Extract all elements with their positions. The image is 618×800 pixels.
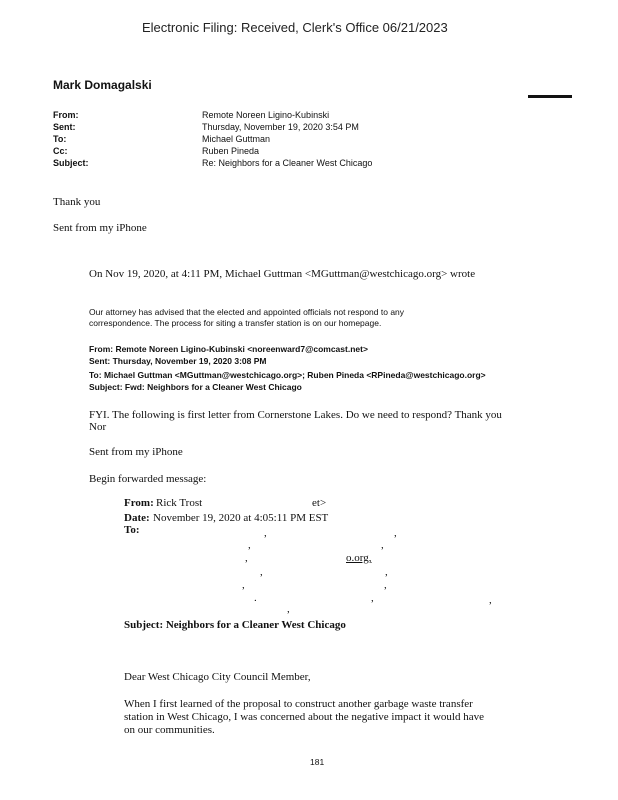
redacted-mark: ,: [384, 579, 387, 591]
from-value: Remote Noreen Ligino-Kubinski: [202, 110, 330, 120]
redacted-mark: ,: [385, 566, 388, 578]
redacted-mark: ,: [242, 579, 245, 591]
sent-value: Thursday, November 19, 2020 3:54 PM: [202, 122, 359, 132]
sent-label: Sent:: [53, 122, 76, 132]
sent-from-line-2: Sent from my iPhone: [89, 446, 183, 458]
orig-date-value: November 19, 2020 at 4:05:11 PM EST: [153, 512, 329, 524]
redacted-mark: ,: [394, 527, 397, 539]
from-label: From:: [53, 110, 79, 120]
fwd-to-line: To: Michael Guttman <MGuttman@westchicago.org>; Ruben Pineda <RPineda@westchicago.org>: [89, 370, 486, 380]
redacted-mark: .: [254, 592, 257, 604]
subject-value: Re: Neighbors for a Cleaner West Chicago: [202, 158, 373, 168]
redacted-mark: ,: [260, 566, 263, 578]
to-label: To:: [53, 134, 67, 144]
orig-from-value: Rick Trost: [156, 497, 203, 509]
fwd-sent-line: Sent: Thursday, November 19, 2020 3:08 PM: [89, 356, 267, 366]
redacted-mark: ,: [264, 527, 267, 539]
redacted-mark: ,: [248, 539, 251, 551]
paragraph-line-3: on our communities.: [124, 724, 215, 736]
cc-label: Cc:: [53, 146, 68, 156]
filing-banner: Electronic Filing: Received, Clerk's Office 06/21/2023: [142, 20, 448, 35]
quoted-header-line: On Nov 19, 2020, at 4:11 PM, Michael Guttman <MGuttman@westchicago.org> wrote: [89, 268, 476, 280]
redacted-mark: ,: [381, 539, 384, 551]
begin-forwarded-line: Begin forwarded message:: [89, 473, 207, 485]
attorney-line-1: Our attorney has advised that the elected and appointed officials not respond to any: [89, 307, 405, 317]
orig-to-label: To:: [124, 524, 140, 536]
subject-label: Subject:: [53, 158, 89, 168]
nor-signature: Nor: [89, 421, 107, 433]
fwd-subject-line: Subject: Fwd: Neighbors for a Cleaner West Chicago: [89, 382, 302, 392]
paragraph-line-2: station in West Chicago, I was concerned about the negative impact it would have: [124, 711, 484, 723]
salutation: Dear West Chicago City Council Member,: [124, 671, 311, 683]
redacted-mark: ,: [287, 603, 290, 615]
paragraph-line-1: When I first learned of the proposal to construct another garbage waste transfer: [124, 698, 473, 710]
orig-subject-line: Subject: Neighbors for a Cleaner West Chicago: [124, 619, 346, 631]
cc-value: Ruben Pineda: [202, 146, 260, 156]
redacted-mark: ,: [371, 592, 374, 604]
redacted-mark: ,: [489, 594, 492, 606]
to-value: Michael Guttman: [202, 134, 271, 144]
orig-from-tail: et>: [312, 497, 327, 509]
fyi-line: FYI. The following is first letter from Cornerstone Lakes. Do we need to respond? Thank you: [89, 409, 502, 421]
fwd-from-line: From: Remote Noreen Ligino-Kubinski <noreenward7@comcast.net>: [89, 344, 368, 354]
redacted-link[interactable]: o.org,: [346, 552, 372, 564]
orig-date-label: Date:: [124, 512, 150, 524]
header-rule: [528, 95, 572, 98]
redacted-mark: ,: [245, 552, 248, 564]
sent-from-line: Sent from my iPhone: [53, 222, 147, 234]
thank-you-line: Thank you: [53, 196, 101, 208]
attorney-line-2: correspondence. The process for siting a transfer station is on our homepage.: [89, 318, 382, 328]
sender-name: Mark Domagalski: [53, 78, 152, 92]
page-number: 181: [310, 757, 325, 767]
orig-from-label: From:: [124, 497, 154, 509]
